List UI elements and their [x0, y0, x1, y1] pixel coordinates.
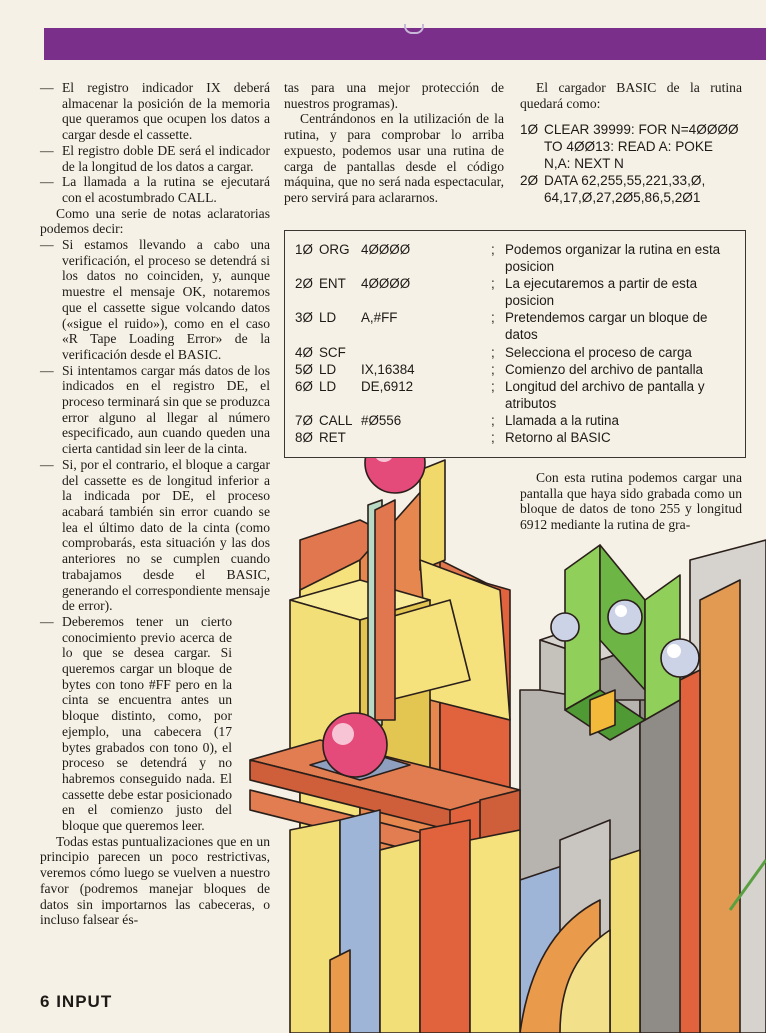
page-footer	[40, 992, 112, 1012]
basic-loader-listing	[520, 121, 742, 206]
text-column-2	[284, 80, 504, 206]
closing-paragraph: Todas estas puntualizaciones que en un principio parecen un poco restrictivas, veremos cómo luego se vuelven a nuestro favor (podremos manejar bloques de datos sin importarnos las cabeceras, o incluso falsear és-	[40, 833, 270, 928]
magazine-name: INPUT	[56, 992, 113, 1011]
bullet-menor-longitud: — Si, por el contrario, el bloque a cargar del cassette es de longitud inferior a la indicada por DE, el proceso acabará también sin error cuando se lea el último dato de la cinta (como comprobarás, esta situación y las dos anteriores no se cumplen cuando trabajamos desde el BASIC, generando el correspondiente mensaje de error).	[40, 456, 270, 614]
col3-para-1: El cargador BASIC de la rutina quedará como:	[520, 80, 742, 111]
basic-line: 1Ø CLEAR 39999: FOR N=4ØØØØ TO 4ØØ13: READ A: POKE N,A: NEXT N	[520, 122, 739, 172]
bullet-de: — El registro doble DE será el indicador de la longitud de los datos a cargar.	[40, 142, 270, 174]
bullet-conocimiento: — Deberemos tener un cierto conocimiento previo acerca de lo que se desea cargar. Si queremos cargar un bloque de bytes con tono #FF pero en la cinta se encuentra antes un bloque distinto, como, por ejemplo, una cabecera (17 bytes grabados con tono 0), el proceso se detendrá y no habremos conseguido nada. El cassette debe estar posicionado en el comienzo justo del bloque que queremos leer.	[40, 613, 232, 834]
text-column-3-lower	[520, 470, 742, 533]
notes-intro: Como una serie de notas aclaratorias podemos decir:	[40, 205, 270, 237]
text-column-1	[40, 80, 270, 928]
bullet-ix: — El registro indicador IX deberá almacenar la posición de la memoria que queramos que ocupen los datos a cargar desde el cassette.	[40, 80, 270, 143]
text-column-3	[520, 80, 742, 206]
col3-para-2: Con esta rutina podemos cargar una pantalla que haya sido grabada como un bloque de datos de tono 255 y longitud 6912 mediante la rutina de gra-	[520, 470, 742, 533]
assembly-listing-box: 1Ø ORG 4ØØØØ ; Podemos organizar la rutina en esta posicion 2Ø ENT 4ØØØØ ; La ejecutaremos a partir de esta posicion 3Ø LD A,#FF ; Pretendemos cargar un bloque de datos 4Ø SCF ; Selecciona el proceso de carga 5Ø LD IX,16384 ; Comienzo del archivo de pantalla 6Ø LD DE,6912 ; Longitud del archivo de pantalla y atributos 7Ø CALL #Ø556 ; Llamada a la rutina 8Ø RET ; Retorno al BASIC	[284, 230, 746, 458]
page-number: 6	[40, 992, 51, 1011]
col2-para-1: tas para una mejor protección de nuestros programas).	[284, 80, 504, 111]
col2-para-2: Centrándonos en la utilización de la rutina, y para comprobar lo arriba expuesto, podemos usar una rutina de carga de pantallas desde el código máquina, que no será nada espectacular, pero servirá para aclararnos.	[284, 111, 504, 205]
bullet-verificacion: — Si estamos llevando a cabo una verificación, el proceso se detendrá si los datos no coinciden, y, aunque muestre el mensaje OK, notaremos que el cassette sigue volcando datos («sigue el ruido»), como en el caso «R Tape Loading Error» de la verificación desde el BASIC.	[40, 237, 270, 362]
bullet-call: — La llamada a la rutina se ejecutará con el acostumbrado CALL.	[40, 174, 270, 205]
basic-line: 2Ø DATA 62,255,55,221,33,Ø, 64,17,Ø,27,2Ø5,86,5,2Ø1	[520, 173, 706, 206]
bullet-mas-datos: — Si intentamos cargar más datos de los indicados en el registro DE, el proceso terminará sin que se produzca error alguno al llegar al número especificado, aun cuando queden una cierta cantidad sin leer de la cinta.	[40, 362, 270, 457]
